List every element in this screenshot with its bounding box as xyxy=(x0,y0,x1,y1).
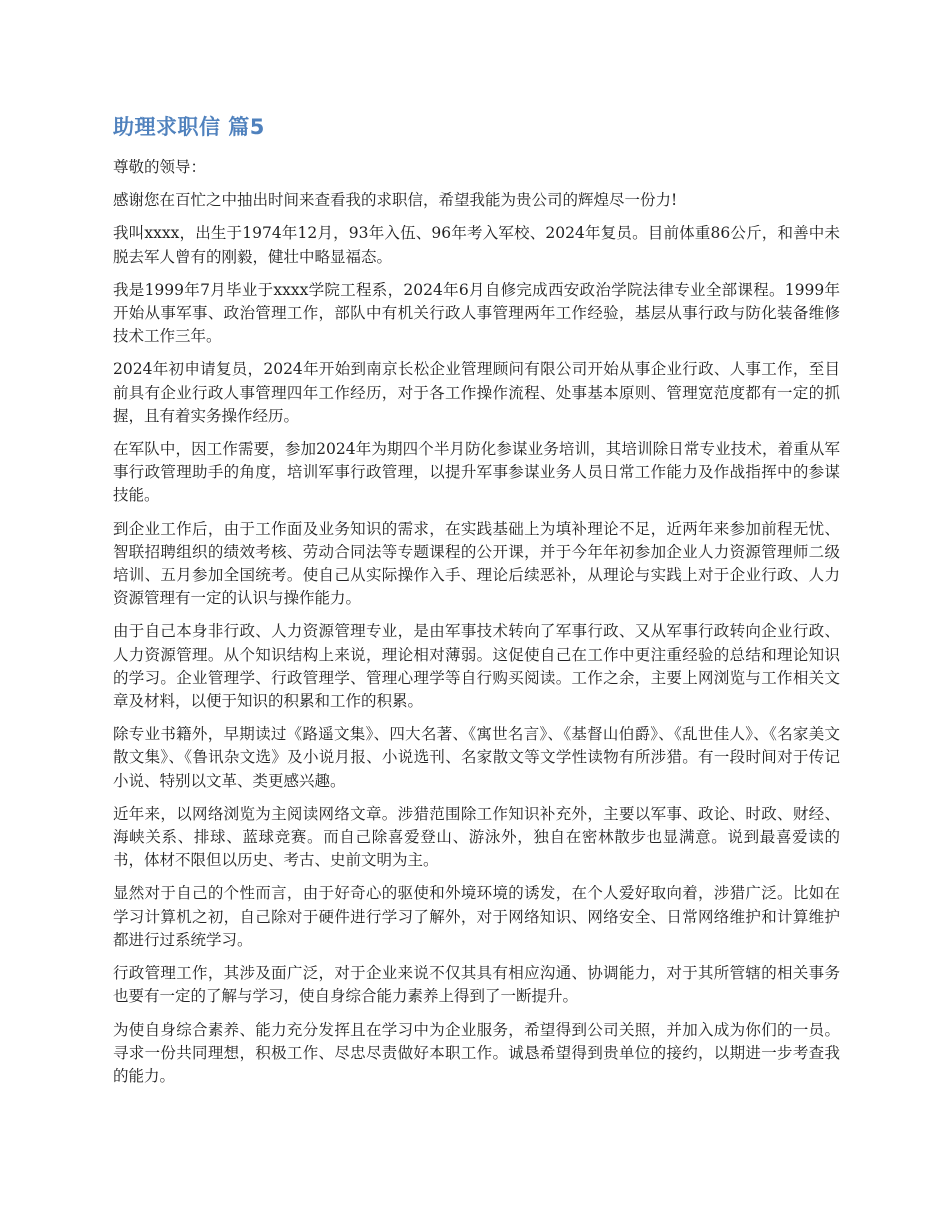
paragraph-work-experience: 2024年初申请复员，2024年开始到南京长松企业管理顾问有限公司开始从事企业行政、人事工作，至目前具有企业行政人事管理四年工作经历，对于各工作操作流程、处事基本原则、管理宽范度都有一定的抓握，且有着实务操作经历。 xyxy=(113,360,840,425)
paragraph-military-training: 在军队中，因工作需要，参加2024年为期四个半月防化参谋业务培训，其培训除日常专业技术，着重从军事行政管理助手的角度，培训军事行政管理，以提升军事参谋业务人员日常工作能力及作战指挥中的参谋技能。 xyxy=(113,440,840,505)
paragraph-admin-work: 行政管理工作，其涉及面广泛，对于企业来说不仅其具有相应沟通、协调能力，对于其所管辖的相关事务也要有一定的了解与学习，使自身综合能力素养上得到了一断提升。 xyxy=(113,964,840,1006)
paragraph-enterprise-training: 到企业工作后，由于工作面及业务知识的需求，在实践基础上为填补理论不足，近两年来参加前程无忧、智联招聘组织的绩效考核、劳动合同法等专题课程的公开课，并于今年年初参加企业人力资源管理师二级培训、五月参加全国统考。使自己从实际操作入手、理论后续恶补，从理论与实践上对于企业行政、人力资源管理有一定的认识与操作能力。 xyxy=(113,519,840,608)
salutation: 尊敬的领导： xyxy=(113,158,207,176)
document-page xyxy=(113,112,840,1098)
paragraph-education: 我是1999年7月毕业于xxxx学院工程系，2024年6月自修完成西安政治学院法律专业全部课程。1999年开始从事军事、政治管理工作，部队中有机关行政人事管理两年工作经验，基层从事行政与防化装备维修技术工作三年。 xyxy=(113,280,840,346)
paragraph-personality: 显然对于自己的个性而言，由于好奇心的驱使和外境环境的诱发，在个人爱好取向着，涉猎广泛。比如在学习计算机之初，自己除对于硬件进行学习了解外，对于网络知识、网络安全、日常网络维护和计算维护都进行过系统学习。 xyxy=(113,884,840,949)
document-title: 助理求职信 篇5 xyxy=(113,115,265,139)
paragraph-knowledge-structure: 由于自己本身非行政、人力资源管理专业，是由军事技术转向了军事行政、又从军事行政转向企业行政、人力资源管理。从个知识结构上来说，理论相对薄弱。这促使自己在工作中更注重经验的总结和理论知识的学习。企业管理学、行政管理学、管理心理学等自行购买阅读。工作之余，主要上网浏览与工作相关文章及材料，以便于知识的积累和工作的积累。 xyxy=(113,622,840,711)
paragraph-closing: 为使自身综合素养、能力充分发挥且在学习中为企业服务，希望得到公司关照，并加入成为你们的一员。寻求一份共同理想，积极工作、尽忠尽责做好本职工作。诚恳希望得到贵单位的接约，以期进一步考查我的能力。 xyxy=(113,1020,840,1085)
paragraph-thanks: 感谢您在百忙之中抽出时间来查看我的求职信，希望我能为贵公司的辉煌尽一份力! xyxy=(113,191,678,210)
paragraph-hobbies: 近年来，以网络浏览为主阅读网络文章。涉猎范围除工作知识补充外，主要以军事、政论、时政、财经、海峡关系、排球、蓝球竞赛。而自己除喜爱登山、游泳外，独自在密林散步也显满意。说到最喜爱读的书，体材不限但以历史、考古、史前文明为主。 xyxy=(113,804,840,870)
paragraph-reading: 除专业书籍外，早期读过《路遥文集》、四大名著、《寓世名言》、《基督山伯爵》、《乱世佳人》、《名家美文散文集》、《鲁讯杂文选》及小说月报、小说选刊、名家散文等文学性读物有所涉猎。有一段时间对于传记小说、特别以文革、类更感兴趣。 xyxy=(113,725,840,790)
paragraph-introduction: 我叫xxxx，出生于1974年12月，93年入伍、96年考入军校、2024年复员。目前体重86公斤，和善中未脱去军人曾有的刚毅，健壮中略显福态。 xyxy=(113,224,840,266)
